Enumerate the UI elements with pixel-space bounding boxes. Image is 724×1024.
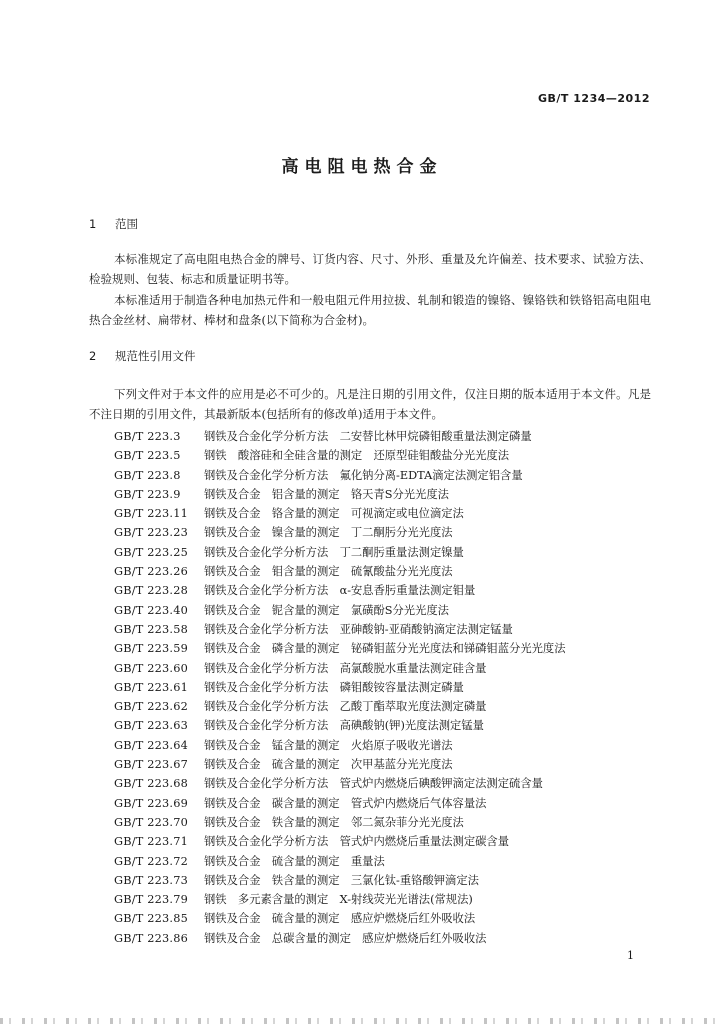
reference-title: 钢铁及合金 铁含量的测定 邻二氮杂菲分光光度法 bbox=[204, 815, 464, 829]
reference-item bbox=[114, 466, 566, 485]
reference-item bbox=[114, 543, 566, 562]
reference-title: 钢铁 多元素含量的测定 X-射线荧光光谱法(常规法) bbox=[204, 893, 473, 907]
reference-item bbox=[114, 852, 566, 871]
reference-item bbox=[114, 523, 566, 542]
reference-title: 钢铁及合金化学分析方法 管式炉内燃烧后重量法测定碳含量 bbox=[204, 835, 510, 849]
reference-title: 钢铁及合金化学分析方法 氟化钠分离-EDTA滴定法测定铝含量 bbox=[204, 468, 523, 482]
reference-code: GB/T 223.5 bbox=[114, 449, 181, 463]
section-2-heading bbox=[89, 348, 196, 364]
reference-code: GB/T 223.62 bbox=[114, 700, 188, 714]
reference-code: GB/T 223.71 bbox=[114, 835, 188, 849]
reference-item bbox=[114, 890, 566, 909]
reference-title: 钢铁及合金 铁含量的测定 三氯化钛-重铬酸钾滴定法 bbox=[204, 873, 479, 887]
normative-references-list bbox=[114, 427, 566, 948]
reference-item bbox=[114, 446, 566, 465]
scan-edge-artifact bbox=[0, 1018, 724, 1024]
reference-title: 钢铁及合金 铝含量的测定 铬天青S分光光度法 bbox=[204, 487, 449, 501]
reference-item bbox=[114, 871, 566, 890]
section-number: 1 bbox=[89, 217, 97, 231]
reference-code: GB/T 223.72 bbox=[114, 854, 188, 868]
reference-code: GB/T 223.69 bbox=[114, 796, 188, 810]
section-title: 范围 bbox=[115, 217, 138, 231]
reference-code: GB/T 223.68 bbox=[114, 777, 188, 791]
reference-code: GB/T 223.23 bbox=[114, 526, 188, 540]
section-1-heading bbox=[89, 216, 138, 232]
reference-item bbox=[114, 485, 566, 504]
reference-code: GB/T 223.9 bbox=[114, 487, 181, 501]
reference-code: GB/T 223.70 bbox=[114, 815, 188, 829]
scope-paragraph-2: 本标准适用于制造各种电加热元件和一般电阻元件用拉拔、轧制和锻造的镍铬、镍铬铁和铁铬铝高电阻电热合金丝材、扁带材、棒材和盘条(以下简称为合金材)。 bbox=[89, 293, 651, 327]
reference-item bbox=[114, 504, 566, 523]
document-title: 高电阻电热合金 bbox=[281, 157, 443, 177]
reference-title: 钢铁及合金 硫含量的测定 重量法 bbox=[204, 854, 385, 868]
reference-code: GB/T 223.86 bbox=[114, 931, 188, 945]
reference-code: GB/T 223.28 bbox=[114, 584, 188, 598]
section-number: 2 bbox=[89, 349, 97, 363]
references-intro-paragraph: 下列文件对于本文件的应用是必不可少的。凡是注日期的引用文件，仅注日期的版本适用于本文件。凡是不注日期的引用文件，其最新版本(包括所有的修改单)适用于本文件。 bbox=[89, 387, 651, 421]
reference-title: 钢铁及合金化学分析方法 亚砷酸钠-亚硝酸钠滴定法测定锰量 bbox=[204, 622, 513, 636]
reference-code: GB/T 223.40 bbox=[114, 603, 188, 617]
reference-code: GB/T 223.79 bbox=[114, 893, 188, 907]
reference-title: 钢铁及合金 硫含量的测定 次甲基蓝分光光度法 bbox=[204, 758, 453, 772]
reference-title: 钢铁及合金化学分析方法 二安替比林甲烷磷钼酸重量法测定磷量 bbox=[204, 430, 532, 443]
reference-title: 钢铁及合金化学分析方法 磷钼酸铵容量法测定磷量 bbox=[204, 680, 464, 694]
reference-item bbox=[114, 678, 566, 697]
reference-item bbox=[114, 562, 566, 581]
reference-title: 钢铁及合金 锰含量的测定 火焰原子吸收光谱法 bbox=[204, 738, 453, 752]
reference-code: GB/T 223.8 bbox=[114, 468, 181, 482]
reference-item bbox=[114, 716, 566, 735]
reference-item bbox=[114, 774, 566, 793]
reference-code: GB/T 223.58 bbox=[114, 622, 188, 636]
reference-code: GB/T 223.73 bbox=[114, 873, 188, 887]
reference-title: 钢铁及合金 碳含量的测定 管式炉内燃烧后气体容量法 bbox=[204, 796, 487, 810]
reference-item bbox=[114, 581, 566, 600]
reference-title: 钢铁及合金化学分析方法 高碘酸钠(钾)光度法测定锰量 bbox=[204, 719, 484, 733]
reference-title: 钢铁及合金 硫含量的测定 感应炉燃烧后红外吸收法 bbox=[204, 912, 476, 926]
reference-item bbox=[114, 813, 566, 832]
section-title: 规范性引用文件 bbox=[115, 349, 196, 363]
reference-title: 钢铁及合金化学分析方法 管式炉内燃烧后碘酸钾滴定法测定硫含量 bbox=[204, 777, 543, 791]
reference-title: 钢铁及合金化学分析方法 乙酸丁酯萃取光度法测定磷量 bbox=[204, 700, 487, 714]
reference-item bbox=[114, 909, 566, 928]
reference-item bbox=[114, 794, 566, 813]
reference-item bbox=[114, 736, 566, 755]
reference-title: 钢铁及合金化学分析方法 丁二酮肟重量法测定镍量 bbox=[204, 545, 464, 559]
standard-code: GB/T 1234—2012 bbox=[538, 92, 650, 105]
reference-item bbox=[114, 832, 566, 851]
reference-title: 钢铁及合金化学分析方法 高氯酸脱水重量法测定硅含量 bbox=[204, 661, 487, 675]
reference-title: 钢铁及合金 总碳含量的测定 感应炉燃烧后红外吸收法 bbox=[204, 931, 487, 945]
reference-code: GB/T 223.63 bbox=[114, 719, 188, 733]
reference-code: GB/T 223.26 bbox=[114, 565, 188, 579]
reference-item bbox=[114, 620, 566, 639]
reference-code: GB/T 223.67 bbox=[114, 758, 188, 772]
reference-code: GB/T 223.64 bbox=[114, 738, 188, 752]
reference-title: 钢铁 酸溶硅和全硅含量的测定 还原型硅钼酸盐分光光度法 bbox=[204, 449, 510, 463]
reference-item bbox=[114, 601, 566, 620]
reference-code: GB/T 223.11 bbox=[114, 507, 188, 521]
reference-title: 钢铁及合金 铬含量的测定 可视滴定或电位滴定法 bbox=[204, 507, 464, 521]
reference-title: 钢铁及合金 镍含量的测定 丁二酮肟分光光度法 bbox=[204, 526, 453, 540]
reference-code: GB/T 223.3 bbox=[114, 430, 181, 443]
reference-item bbox=[114, 659, 566, 678]
reference-code: GB/T 223.25 bbox=[114, 545, 188, 559]
reference-item bbox=[114, 755, 566, 774]
reference-item bbox=[114, 697, 566, 716]
reference-title: 钢铁及合金化学分析方法 α-安息香肟重量法测定钼量 bbox=[204, 584, 476, 598]
reference-code: GB/T 223.61 bbox=[114, 680, 188, 694]
reference-title: 钢铁及合金 磷含量的测定 铋磷钼蓝分光光度法和锑磷钼蓝分光光度法 bbox=[204, 642, 566, 656]
reference-code: GB/T 223.60 bbox=[114, 661, 188, 675]
reference-title: 钢铁及合金 钼含量的测定 硫氰酸盐分光光度法 bbox=[204, 565, 453, 579]
reference-title: 钢铁及合金 铌含量的测定 氯磺酚S分光光度法 bbox=[204, 603, 449, 617]
reference-code: GB/T 223.59 bbox=[114, 642, 188, 656]
page-number: 1 bbox=[627, 949, 634, 962]
reference-item bbox=[114, 639, 566, 658]
reference-code: GB/T 223.85 bbox=[114, 912, 188, 926]
scope-paragraph-1: 本标准规定了高电阻电热合金的牌号、订货内容、尺寸、外形、重量及允许偏差、技术要求、试验方法、检验规则、包装、标志和质量证明书等。 bbox=[89, 252, 651, 286]
reference-item bbox=[114, 427, 566, 446]
reference-item bbox=[114, 929, 566, 948]
